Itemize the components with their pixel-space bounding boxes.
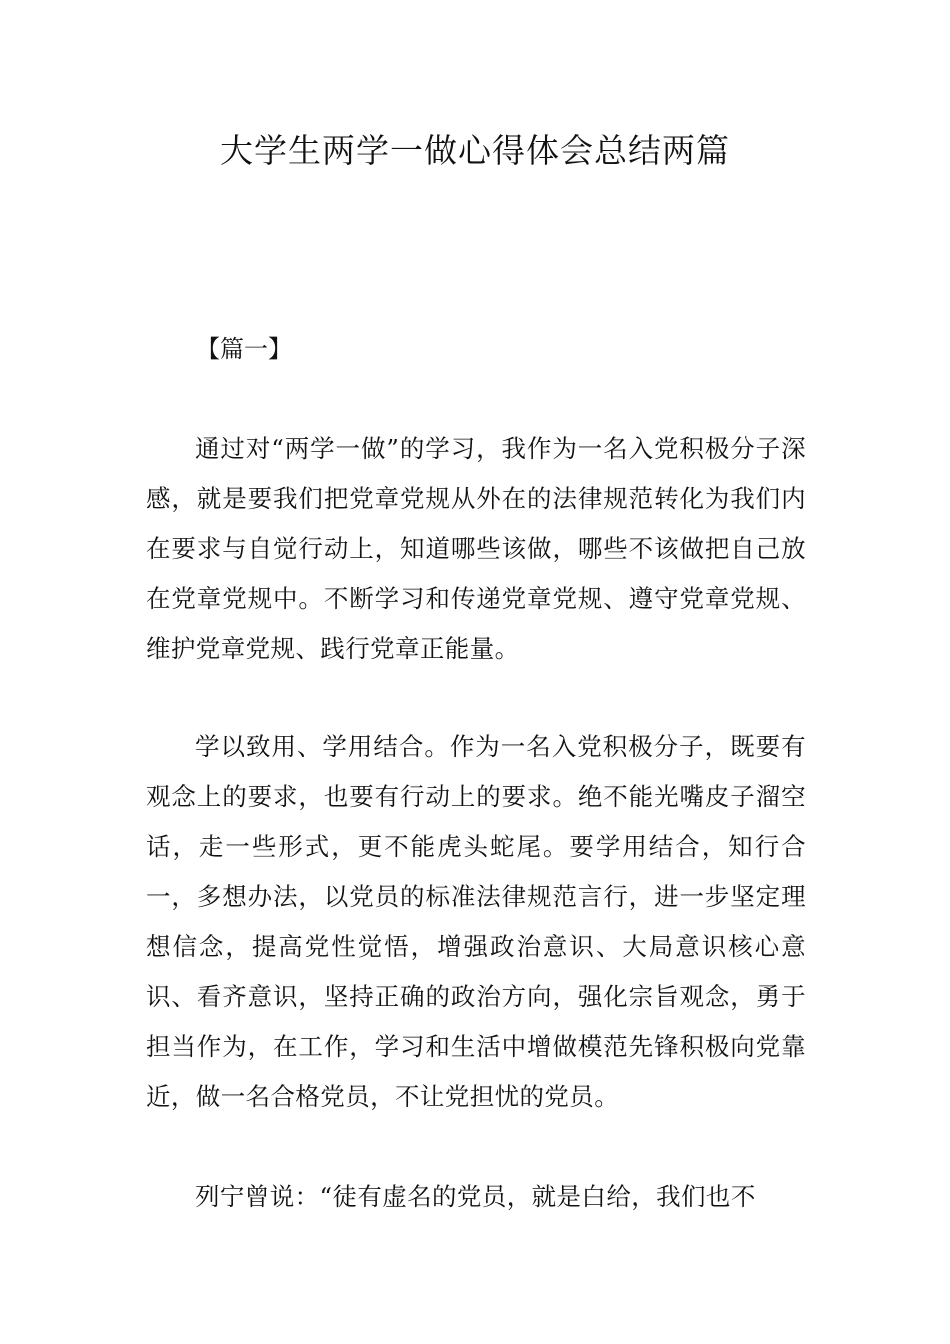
paragraph: 列宁曾说：“徒有虚名的党员，就是白给，我们也不 [195, 1182, 756, 1211]
paragraph: 通过对“两学一做”的学习，我作为一名入党积极分子深感，就是要我们把党章党规从外在的法律规范转化为我们内在要求与自觉行动上，知道哪些该做，哪些不该做把自己放在党章党规中。不断学习和传递党章党规、遵守党章党规、维护党章党规、践行党章正能量。 [146, 434, 806, 663]
document-title: 大学生两学一做心得体会总结两篇 [220, 131, 730, 170]
paragraph: 学以致用、学用结合。作为一名入党积极分子，既要有观念上的要求，也要有行动上的要求。绝不能光嘴皮子溜空话，走一些形式，更不能虎头蛇尾。要学用结合，知行合一，多想办法，以党员的标准法律规范言行，进一步坚定理想信念，提高党性觉悟，增强政治意识、大局意识核心意识、看齐意识，坚持正确的政治方向，强化宗旨观念，勇于担当作为，在工作，学习和生活中增做模范先锋积极向党靠近，做一名合格党员，不让党担忧的党员。 [146, 732, 806, 1111]
section-label: 【篇一】 [196, 335, 292, 363]
